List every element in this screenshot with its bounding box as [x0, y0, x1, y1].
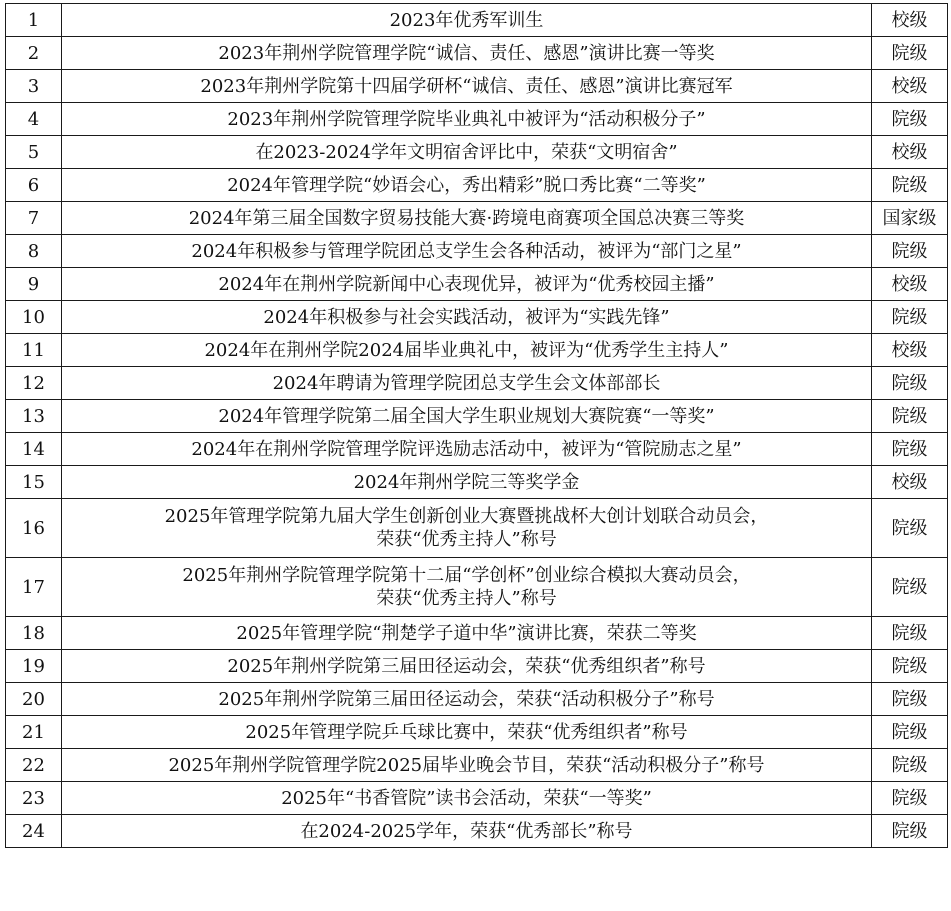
- award-level-cell: 院级: [872, 301, 948, 334]
- award-description-cell: [62, 617, 872, 650]
- award-description-line: 2024年在荆州学院2024届毕业典礼中，被评为“优秀学生主持人”: [204, 339, 729, 361]
- award-level-cell: 院级: [872, 558, 948, 617]
- award-description-cell: [62, 433, 872, 466]
- row-number-cell: 20: [6, 683, 62, 716]
- award-level-cell: 院级: [872, 782, 948, 815]
- award-description-cell: [62, 683, 872, 716]
- award-description-line: 2024年管理学院第二届全国大学生职业规划大赛院赛“一等奖”: [218, 405, 715, 427]
- award-description-cell: [62, 4, 872, 37]
- award-description-line: 荣获“优秀主持人”称号: [376, 529, 557, 550]
- table-row: [6, 617, 948, 650]
- award-level-cell: 校级: [872, 466, 948, 499]
- award-description-cell: [62, 301, 872, 334]
- award-description-cell: [62, 466, 872, 499]
- award-description-cell: [62, 558, 872, 617]
- award-description-line: 2023年优秀军训生: [389, 9, 544, 31]
- award-description-line: 荣获“优秀主持人”称号: [376, 588, 557, 609]
- award-description-cell: [62, 202, 872, 235]
- table-row: [6, 103, 948, 136]
- table-row: [6, 558, 948, 617]
- row-number-cell: 9: [6, 268, 62, 301]
- award-description-cell: [62, 650, 872, 683]
- row-number-cell: 12: [6, 367, 62, 400]
- award-description-line: 在2024-2025学年，荣获“优秀部长”称号: [300, 820, 633, 842]
- award-level-cell: 院级: [872, 499, 948, 558]
- table-row: [6, 136, 948, 169]
- award-level-cell: 院级: [872, 749, 948, 782]
- award-level-cell: 院级: [872, 37, 948, 70]
- table-row: [6, 334, 948, 367]
- row-number-cell: 23: [6, 782, 62, 815]
- row-number-cell: 8: [6, 235, 62, 268]
- award-description-line: 2025年荆州学院第三届田径运动会，荣获“优秀组织者”称号: [227, 655, 706, 677]
- award-description-line: 2023年荆州学院管理学院“诚信、责任、感恩”演讲比赛一等奖: [218, 42, 715, 64]
- row-number-cell: 13: [6, 400, 62, 433]
- awards-table-body: [6, 4, 948, 848]
- row-number-cell: 5: [6, 136, 62, 169]
- award-description-cell: [62, 169, 872, 202]
- row-number-cell: 19: [6, 650, 62, 683]
- table-row: [6, 367, 948, 400]
- award-description-line: 2024年管理学院“妙语会心，秀出精彩”脱口秀比赛“二等奖”: [227, 174, 706, 196]
- award-description-cell: [62, 749, 872, 782]
- award-description-line: 2025年管理学院“荆楚学子道中华”演讲比赛，荣获二等奖: [236, 622, 697, 644]
- award-description-cell: [62, 235, 872, 268]
- row-number-cell: 10: [6, 301, 62, 334]
- row-number-cell: 1: [6, 4, 62, 37]
- row-number-cell: 6: [6, 169, 62, 202]
- row-number-cell: 21: [6, 716, 62, 749]
- award-level-cell: 校级: [872, 70, 948, 103]
- row-number-cell: 16: [6, 499, 62, 558]
- awards-table: [5, 3, 948, 848]
- row-number-cell: 4: [6, 103, 62, 136]
- award-description-line: 在2023-2024学年文明宿舍评比中，荣获“文明宿舍”: [255, 141, 678, 163]
- award-description-line: 2025年管理学院乒乓球比赛中，荣获“优秀组织者”称号: [245, 721, 688, 743]
- award-description-line: 2023年荆州学院第十四届学研杯“诚信、责任、感恩”演讲比赛冠军: [200, 75, 733, 97]
- award-level-cell: 院级: [872, 433, 948, 466]
- table-row: [6, 782, 948, 815]
- table-row: [6, 716, 948, 749]
- award-description-line: 2024年第三届全国数字贸易技能大赛·跨境电商赛项全国总决赛三等奖: [188, 207, 745, 229]
- award-description-line: 2025年荆州学院管理学院2025届毕业晚会节目，荣获“活动积极分子”称号: [168, 754, 765, 776]
- table-row: [6, 202, 948, 235]
- award-description-line: 2025年“书香管院”读书会活动，荣获“一等奖”: [281, 787, 652, 809]
- award-description-cell: [62, 334, 872, 367]
- award-level-cell: 院级: [872, 716, 948, 749]
- award-description-cell: [62, 400, 872, 433]
- table-row: [6, 268, 948, 301]
- table-row: [6, 169, 948, 202]
- table-row: [6, 499, 948, 558]
- row-number-cell: 7: [6, 202, 62, 235]
- award-level-cell: 院级: [872, 367, 948, 400]
- award-level-cell: 校级: [872, 334, 948, 367]
- table-row: [6, 235, 948, 268]
- award-description-cell: [62, 70, 872, 103]
- award-description-cell: [62, 136, 872, 169]
- award-level-cell: 校级: [872, 4, 948, 37]
- row-number-cell: 17: [6, 558, 62, 617]
- award-level-cell: 院级: [872, 815, 948, 848]
- award-description-cell: [62, 367, 872, 400]
- row-number-cell: 15: [6, 466, 62, 499]
- row-number-cell: 24: [6, 815, 62, 848]
- award-description-line: 2024年积极参与管理学院团总支学生会各种活动，被评为“部门之星”: [191, 240, 742, 262]
- award-description-cell: [62, 815, 872, 848]
- award-description-cell: [62, 499, 872, 558]
- award-description-line: 2024年积极参与社会实践活动，被评为“实践先锋”: [263, 306, 670, 328]
- award-level-cell: 国家级: [872, 202, 948, 235]
- award-description-line: 2023年荆州学院管理学院毕业典礼中被评为“活动积极分子”: [227, 108, 706, 130]
- table-row: [6, 749, 948, 782]
- award-description-cell: [62, 716, 872, 749]
- table-row: [6, 815, 948, 848]
- award-description-line: 2024年在荆州学院新闻中心表现优异，被评为“优秀校园主播”: [218, 273, 715, 295]
- table-row: [6, 70, 948, 103]
- award-level-cell: 院级: [872, 617, 948, 650]
- table-row: [6, 301, 948, 334]
- row-number-cell: 2: [6, 37, 62, 70]
- table-row: [6, 400, 948, 433]
- award-description-line: 2024年聘请为管理学院团总支学生会文体部部长: [272, 372, 661, 394]
- award-level-cell: 院级: [872, 650, 948, 683]
- table-row: [6, 433, 948, 466]
- award-description-line: 2024年荆州学院三等奖学金: [353, 471, 580, 493]
- award-description-line: 2025年管理学院第九届大学生创新创业大赛暨挑战杯大创计划联合动员会，: [164, 506, 769, 527]
- award-description-line: 2025年荆州学院第三届田径运动会，荣获“活动积极分子”称号: [218, 688, 715, 710]
- award-level-cell: 院级: [872, 103, 948, 136]
- award-level-cell: 院级: [872, 400, 948, 433]
- award-level-cell: 院级: [872, 235, 948, 268]
- row-number-cell: 3: [6, 70, 62, 103]
- table-row: [6, 650, 948, 683]
- award-description-line: 2025年荆州学院管理学院第十二届“学创杯”创业综合模拟大赛动员会，: [182, 565, 751, 586]
- award-description-cell: [62, 37, 872, 70]
- row-number-cell: 14: [6, 433, 62, 466]
- award-description-cell: [62, 782, 872, 815]
- award-description-cell: [62, 268, 872, 301]
- table-row: [6, 683, 948, 716]
- row-number-cell: 18: [6, 617, 62, 650]
- award-level-cell: 院级: [872, 169, 948, 202]
- award-level-cell: 校级: [872, 136, 948, 169]
- row-number-cell: 22: [6, 749, 62, 782]
- award-description-line: 2024年在荆州学院管理学院评选励志活动中，被评为“管院励志之星”: [191, 438, 742, 460]
- table-row: [6, 37, 948, 70]
- row-number-cell: 11: [6, 334, 62, 367]
- award-level-cell: 校级: [872, 268, 948, 301]
- award-description-cell: [62, 103, 872, 136]
- table-row: [6, 466, 948, 499]
- table-row: [6, 4, 948, 37]
- award-level-cell: 院级: [872, 683, 948, 716]
